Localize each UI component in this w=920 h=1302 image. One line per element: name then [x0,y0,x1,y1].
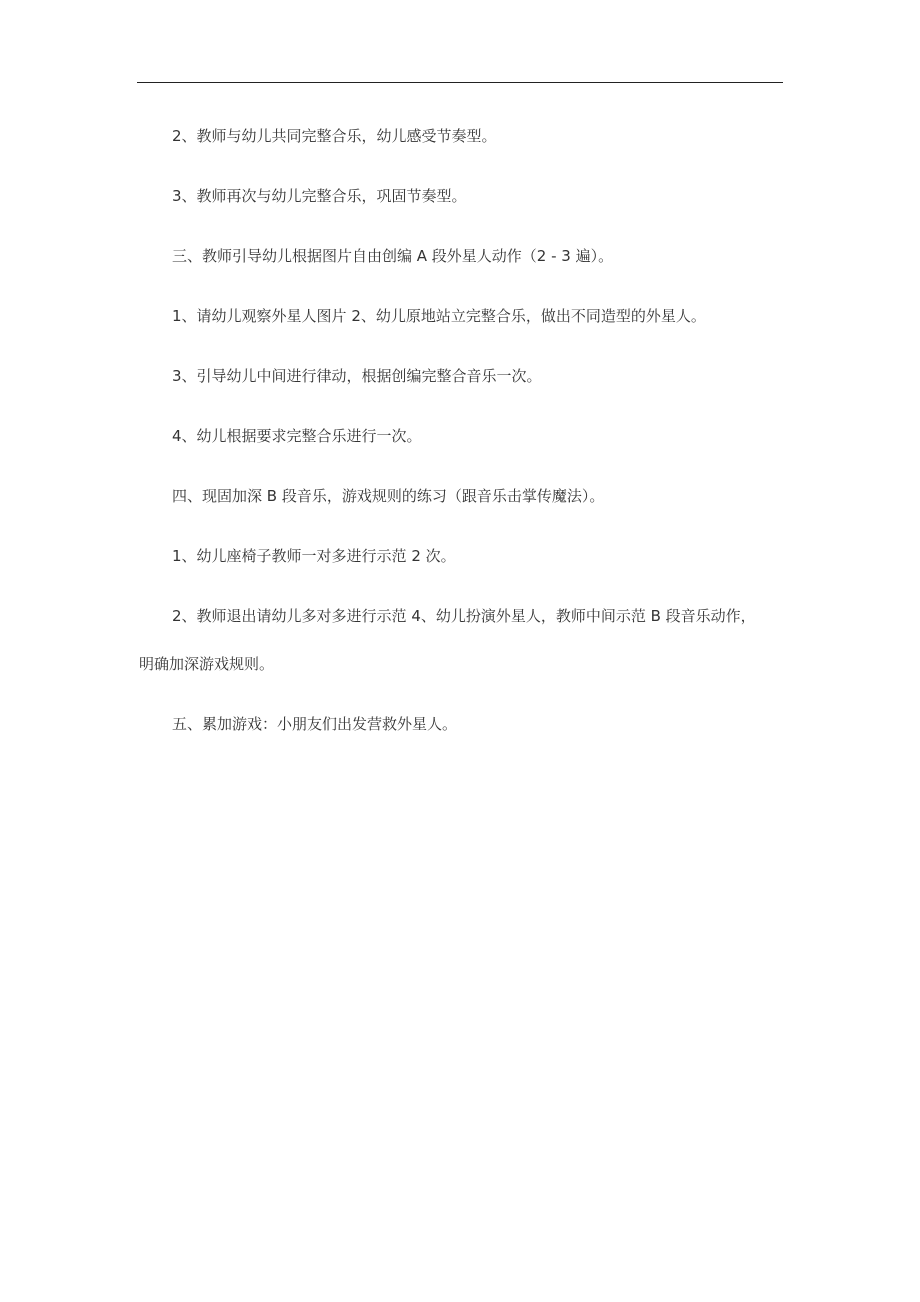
paragraph-2: 3、教师再次与幼儿完整合乐，巩固节奏型。 [172,187,467,205]
paragraph-9-continuation: 明确加深游戏规则。 [139,655,275,673]
paragraph-9: 2、教师退出请幼儿多对多进行示范 4、幼儿扮演外星人，教师中间示范 B 段音乐动作， [172,607,756,625]
paragraph-1: 2、教师与幼儿共同完整合乐，幼儿感受节奏型。 [172,127,497,145]
paragraph-3: 三、教师引导幼儿根据图片自由创编 A 段外星人动作（2 - 3 遍）。 [172,247,614,265]
paragraph-4: 1、请幼儿观察外星人图片 2、幼儿原地站立完整合乐，做出不同造型的外星人。 [172,307,706,325]
header-rule [137,82,783,83]
paragraph-6: 4、幼儿根据要求完整合乐进行一次。 [172,427,422,445]
paragraph-7: 四、现固加深 B 段音乐，游戏规则的练习（跟音乐击掌传魔法）。 [172,487,605,505]
paragraph-8: 1、幼儿座椅子教师一对多进行示范 2 次。 [172,547,456,565]
paragraph-5: 3、引导幼儿中间进行律动，根据创编完整合音乐一次。 [172,367,542,385]
paragraph-10: 五、累加游戏：小朋友们出发营救外星人。 [172,715,458,733]
